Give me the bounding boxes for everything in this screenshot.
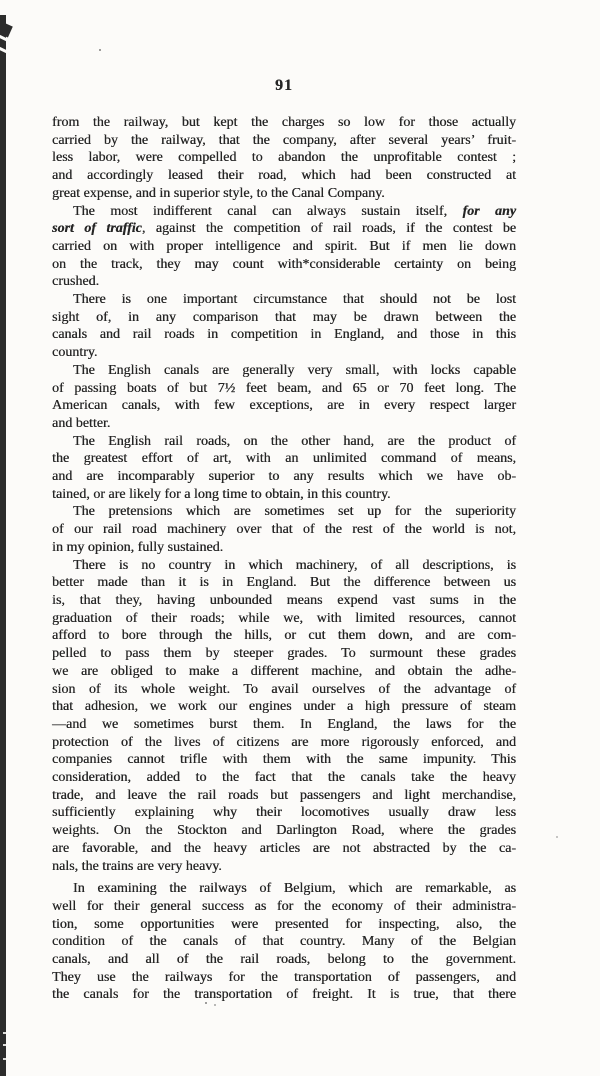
text-segment: American canals, with few exceptions, are in every respect larger (52, 398, 516, 414)
text-line (52, 344, 516, 362)
text-line (52, 309, 516, 327)
text-segment: and better. (52, 415, 111, 431)
page-text (52, 114, 516, 1004)
edge-tick (3, 1058, 6, 1060)
text-line (52, 486, 516, 504)
text-line (52, 716, 516, 734)
text-line (52, 521, 516, 539)
text-segment: the greatest effort of art, with an unlimited command of means, (52, 451, 516, 467)
text-line (52, 610, 516, 628)
paragraph (52, 503, 516, 556)
text-segment: The English canals are generally very small, with locks capable (73, 362, 516, 378)
text-line (52, 114, 516, 132)
text-line (52, 627, 516, 645)
text-line (52, 220, 516, 238)
text-segment: on the track, they may count with*considerable certainty on being (52, 256, 516, 272)
text-line (52, 880, 516, 898)
text-segment: There is no country in which machinery, of all descriptions, is (73, 557, 516, 573)
text-line (52, 592, 516, 610)
text-line (52, 539, 516, 557)
text-segment: trade, and leave the rail roads but passengers and light merchandise, (52, 787, 516, 803)
text-line (52, 986, 516, 1004)
text-segment: of passing boats of but 7½ feet beam, and 65 or 70 feet long. The (52, 380, 516, 396)
scan-speck (214, 1004, 216, 1006)
text-line (52, 734, 516, 752)
paragraph (52, 433, 516, 504)
text-line (52, 916, 516, 934)
text-segment: graduation of their roads; while we, with limited resources, cannot (52, 610, 516, 626)
text-line (52, 450, 516, 468)
paragraph (52, 362, 516, 433)
scan-speck (99, 49, 101, 51)
text-segment: great expense, and in superior style, to the Canal Company. (52, 185, 385, 201)
text-segment: condition of the canals of that country. Many of the Belgian (52, 934, 516, 950)
text-line (52, 273, 516, 291)
text-line (52, 203, 516, 221)
text-segment: that adhesion, we work our engines under a high pressure of steam (52, 699, 516, 715)
text-segment: , against the competition of rail roads, if the contest be (141, 221, 516, 237)
text-segment: and accordingly leased their road, which had been constructed at (52, 168, 516, 184)
text-segment: —and we sometimes burst them. In England, the laws for the (52, 716, 516, 732)
text-segment: consideration, added to the fact that the canals take the heavy (52, 770, 516, 786)
text-line (52, 645, 516, 663)
text-line (52, 557, 516, 575)
text-segment: is, that they, having unbounded means expend vast sums in the (52, 592, 516, 608)
text-segment: carried by the railway, that the company, after several years’ fruit- (52, 132, 516, 148)
binding-edge-strip (0, 15, 6, 1076)
text-segment: protection of the lives of citizens are more rigorously enforced, and (52, 734, 516, 750)
text-segment: the canals for the transportation of freight. It is true, that there (52, 987, 516, 1003)
text-segment: carried on with proper intelligence and spirit. But if men lie down (52, 238, 516, 254)
text-line (52, 840, 516, 858)
text-line (52, 132, 516, 150)
text-segment: sufficiently explaining why their locomotives usually draw less (52, 805, 516, 821)
text-line (52, 933, 516, 951)
text-line (52, 751, 516, 769)
text-segment: in my opinion, fully sustained. (52, 539, 224, 555)
paragraph (52, 557, 516, 876)
text-segment: sion of its whole weight. To avail ourselves of the advantage of (52, 681, 516, 697)
text-segment: less labor, were compelled to abandon the unprofitable contest ; (52, 150, 516, 166)
text-segment: They use the railways for the transportation of passengers, and (52, 969, 516, 985)
text-segment: pelled to pass them by steeper grades. To surmount these grades (52, 646, 516, 662)
text-line (52, 167, 516, 185)
text-line (52, 969, 516, 987)
text-line (52, 468, 516, 486)
edge-tick (3, 1032, 6, 1034)
text-segment: The English rail roads, on the other hand, are the product of (73, 433, 516, 449)
paragraph (52, 291, 516, 362)
paragraph (52, 114, 516, 203)
edge-notch (0, 46, 11, 55)
text-segment: country. (52, 345, 98, 361)
text-segment: canals, and all of the rail roads, belong to the government. (52, 952, 516, 968)
page-number: 91 (275, 77, 293, 94)
text-segment: The pretensions which are sometimes set up for the superiority (73, 504, 516, 520)
text-line (52, 822, 516, 840)
text-segment: well for their general success as for the economy of their administra- (52, 898, 516, 914)
text-segment: and are incomparably superior to any results which we have ob- (52, 469, 516, 485)
scan-speck (556, 836, 558, 838)
text-segment: The most indifferent canal can always sustain itself, (73, 203, 463, 219)
text-segment: tained, or are likely for a long time to obtain, in this country. (52, 486, 391, 502)
text-segment: In examining the railways of Belgium, which are remarkable, as (73, 881, 516, 897)
text-line (52, 858, 516, 876)
text-segment: weights. On the Stockton and Darlington Road, where the grades (52, 823, 516, 839)
italic-text-segment: sort of traffic (52, 221, 142, 237)
text-line (52, 951, 516, 969)
text-line (52, 291, 516, 309)
text-line (52, 663, 516, 681)
text-line (52, 804, 516, 822)
text-line (52, 238, 516, 256)
paragraph (52, 880, 516, 1004)
text-segment: we are obliged to make a different machine, and obtain the adhe- (52, 663, 516, 679)
text-segment: from the railway, but kept the charges so low for those actually (52, 115, 516, 130)
text-line (52, 503, 516, 521)
text-segment: sight of, in any comparison that may be drawn between the (52, 309, 516, 325)
text-segment: better made than it is in England. But the difference between us (52, 575, 516, 591)
scan-speck (205, 1002, 207, 1004)
text-segment: afford to bore through the hills, or cut them down, and are com- (52, 628, 516, 644)
text-line (52, 149, 516, 167)
text-line (52, 362, 516, 380)
text-segment: crushed. (52, 274, 100, 290)
text-line (52, 415, 516, 433)
text-line (52, 433, 516, 451)
text-line (52, 898, 516, 916)
paragraph (52, 203, 516, 292)
text-line (52, 574, 516, 592)
text-segment: are favorable, and the heavy articles are not abstracted by the ca- (52, 840, 516, 856)
text-line (52, 698, 516, 716)
text-line (52, 787, 516, 805)
edge-tick (3, 1044, 6, 1046)
text-segment: There is one important circumstance that should not be lost (73, 292, 516, 308)
text-line (52, 256, 516, 274)
text-line (52, 769, 516, 787)
italic-text-segment: for any (462, 203, 516, 219)
text-line (52, 681, 516, 699)
text-segment: companies cannot trifle with them with the same impunity. This (52, 752, 516, 768)
text-segment: canals and rail roads in competition in England, and those in this (52, 327, 516, 343)
text-line (52, 326, 516, 344)
text-line (52, 397, 516, 415)
text-line (52, 380, 516, 398)
text-line (52, 185, 516, 203)
text-segment: of our rail road machinery over that of the rest of the world is not, (52, 522, 516, 538)
text-segment: nals, the trains are very heavy. (52, 858, 222, 874)
text-segment: tion, some opportunities were presented for inspecting, also, the (52, 916, 516, 932)
